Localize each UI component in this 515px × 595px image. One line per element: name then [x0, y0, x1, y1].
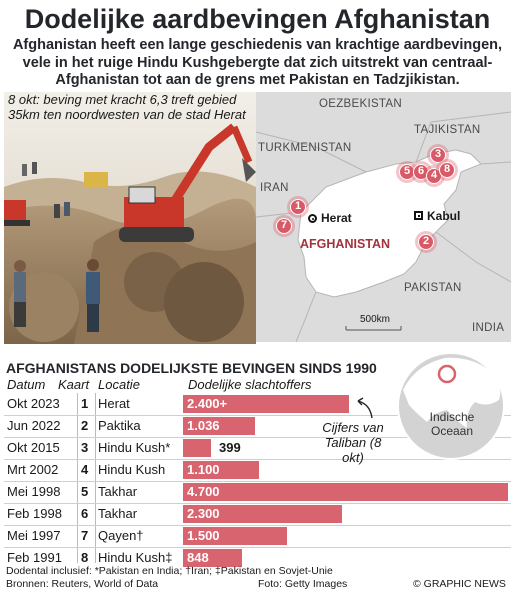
row-location: Herat: [98, 396, 130, 411]
photo-caption: 8 okt: beving met kracht 6,3 treft gebied 35km ten noordwesten van de stad Herat: [8, 92, 246, 122]
deaths-bar: [183, 439, 211, 457]
deaths-label: 848: [187, 550, 209, 565]
quake-marker-2: 2: [418, 234, 434, 250]
label-afghanistan: AFGHANISTAN: [300, 237, 391, 251]
earthquake-photo: [4, 92, 256, 344]
photo-credit: Foto: Getty Images: [258, 578, 348, 590]
city-marker-kabul: [414, 211, 423, 220]
page-subtitle: Afghanistan heeft een lange geschiedenis van krachtige aardbevingen, vele in het ruige Hindu Kushgebergte dat zich uitstrekt van centraal-Afghanistan tot aan de grens met Pakistan en Tadzjikistan.: [12, 37, 503, 88]
deaths-label: 2.300: [187, 506, 220, 521]
rubble-excavator-illustration: [4, 92, 256, 344]
label-pakistan: PAKISTAN: [404, 282, 462, 294]
sources: Bronnen: Reuters, World of Data: [6, 578, 159, 590]
copyright: © GRAPHIC NEWS: [413, 578, 506, 590]
table-row: [0, 525, 515, 547]
locator-globe: [395, 350, 507, 462]
table-title: AFGHANISTANS DODELIJKSTE BEVINGEN SINDS 1990: [6, 360, 377, 376]
row-map-number: 1: [81, 396, 89, 411]
row-date: Okt 2015: [7, 440, 60, 455]
row-location: Paktika: [98, 418, 141, 433]
afghanistan-map: [256, 92, 511, 342]
row-map-number: 6: [81, 506, 89, 521]
row-date: Jun 2022: [7, 418, 61, 433]
ocean-label: Indische Oceaan: [429, 410, 475, 438]
globe-icon: [395, 350, 507, 462]
deaths-label: 1.036: [187, 418, 220, 433]
label-tajikistan: TAJIKISTAN: [414, 124, 481, 136]
map-scale: 500km: [360, 314, 391, 325]
deaths-label: 1.100: [187, 462, 220, 477]
deaths-label: 399: [219, 440, 241, 455]
table-row: [0, 503, 515, 525]
quake-marker-6: 6: [413, 164, 429, 180]
row-location: Hindu Kush*: [98, 440, 171, 455]
deaths-label: 1.500: [187, 528, 220, 543]
quake-marker-1: 1: [290, 199, 306, 215]
label-iran: IRAN: [260, 182, 289, 194]
row-location: Hindu Kush: [98, 462, 166, 477]
row-date: Mrt 2002: [7, 462, 59, 477]
header-location: Locatie: [98, 377, 140, 392]
row-map-number: 2: [81, 418, 89, 433]
header-date: Datum: [7, 377, 46, 392]
deaths-bar: [183, 483, 508, 501]
taliban-figures-note: Cijfers van Taliban (8 okt): [322, 420, 384, 465]
label-uzbekistan: OEZBEKISTAN: [319, 98, 402, 110]
row-map-number: 3: [81, 440, 89, 455]
row-date: Feb 1998: [7, 506, 62, 521]
row-date: Feb 1991: [7, 550, 62, 565]
deaths-label: 2.400+: [187, 396, 228, 411]
page-title: Dodelijke aardbevingen Afghanistan: [24, 4, 491, 34]
row-map-number: 4: [81, 462, 89, 477]
quake-marker-5: 5: [399, 164, 415, 180]
row-location: Takhar: [98, 506, 138, 521]
label-india: INDIA: [472, 322, 505, 334]
note-arrow-icon: [352, 396, 382, 420]
row-map-number: 7: [81, 528, 89, 543]
header-map: Kaart: [58, 377, 90, 392]
footnote: Dodental inclusief: *Pakistan en India; †Iran; ‡Pakistan en Sovjet-Unie: [6, 565, 333, 577]
city-label-kabul: Kabul: [427, 209, 461, 223]
quake-marker-4: 4: [426, 168, 442, 184]
quake-marker-3: 3: [430, 147, 446, 163]
row-location: Qayen†: [98, 528, 144, 543]
row-map-number: 8: [81, 550, 89, 565]
row-date: Okt 2023: [7, 396, 60, 411]
quake-marker-7: 7: [276, 218, 292, 234]
row-date: Mei 1997: [7, 528, 61, 543]
deaths-label: 4.700: [187, 484, 220, 499]
row-location: Takhar: [98, 484, 138, 499]
table-row: [0, 481, 515, 503]
header-deaths: Dodelijke slachtoffers: [188, 377, 312, 392]
table-row: [0, 459, 515, 481]
city-label-herat: Herat: [321, 211, 352, 225]
row-location: Hindu Kush‡: [98, 550, 173, 565]
quake-marker-8: 8: [439, 162, 455, 178]
city-marker-herat: [308, 214, 317, 223]
row-map-number: 5: [81, 484, 89, 499]
label-turkmenistan: TURKMENISTAN: [258, 142, 352, 154]
row-date: Mei 1998: [7, 484, 61, 499]
